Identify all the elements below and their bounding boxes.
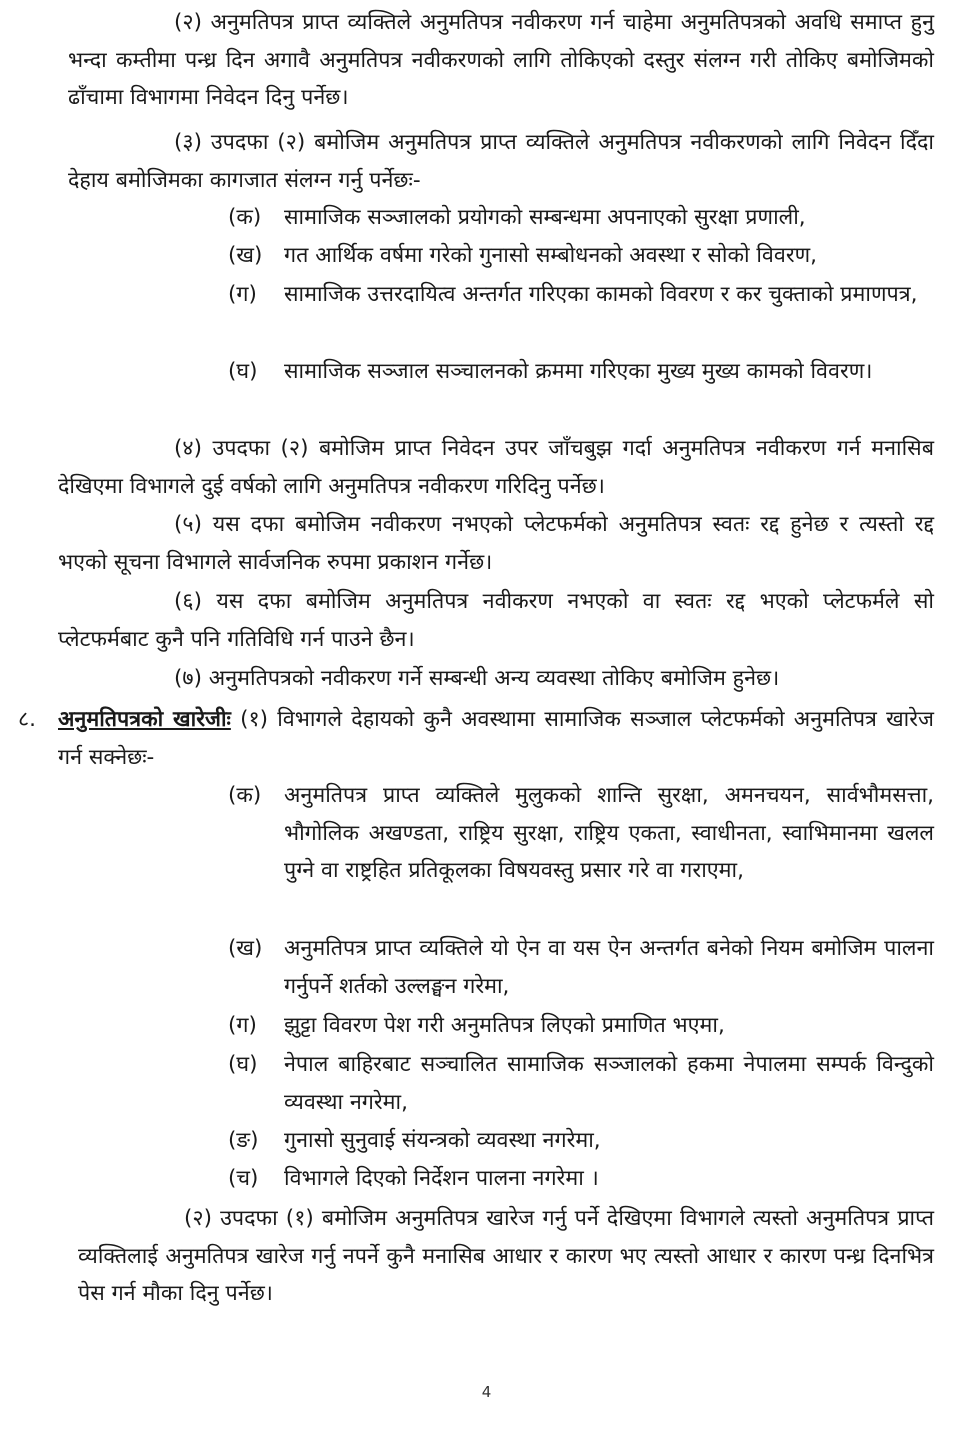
item-text: गुनासो सुनुवाई संयन्त्रको व्यवस्था नगरेमा, <box>284 1128 601 1153</box>
item-text: सामाजिक उत्तरदायित्व अन्तर्गत गरिएका कामको विवरण र कर चुक्ताको प्रमाणपत्र, <box>284 282 918 307</box>
section-heading: अनुमतिपत्रको खारेजीः <box>58 707 231 732</box>
section-8-intro <box>58 701 934 776</box>
item-label: (घ) <box>228 1052 258 1077</box>
item-text: झुट्टा विवरण पेश गरी अनुमतिपत्र लिएको प्रमाणित भएमा, <box>284 1013 725 1038</box>
para-7-7: (७) अनुमतिपत्रको नवीकरण गर्ने सम्बन्धी अन्य व्यवस्था तोकिए बमोजिम हुनेछ। <box>174 666 780 691</box>
item-label: (क) <box>228 783 262 808</box>
section-number: ८. <box>18 707 37 732</box>
item-text: गत आर्थिक वर्षमा गरेको गुनासो सम्बोधनको अवस्था र सोको विवरण, <box>284 243 818 268</box>
item-text: सामाजिक सञ्जाल सञ्चालनको क्रममा गरिएका मुख्य मुख्य कामको विवरण। <box>284 359 873 384</box>
item-label: (ग) <box>228 282 257 307</box>
item-text: विभागले दिएको निर्देशन पालना नगरेमा । <box>284 1166 599 1191</box>
item-text: सामाजिक सञ्जालको प्रयोगको सम्बन्धमा अपनाएको सुरक्षा प्रणाली, <box>284 205 806 230</box>
para-7-2: (२) अनुमतिपत्र प्राप्त व्यक्तिले अनुमतिपत्र नवीकरण गर्न चाहेमा अनुमतिपत्रको अवधि समाप्त हुनु भन्दा कम्तीमा पन्ध्र दिन अगावै अनुमतिपत्र नवीकरणको लागि तोकिएको दस्तुर संलग्न गरी तोकिए बमोजिमको ढाँचामा विभागमा निवेदन दिनु पर्नेछ। <box>68 10 934 110</box>
item-label: (क) <box>228 205 262 230</box>
para-7-4: (४) उपदफा (२) बमोजिम प्राप्त निवेदन उपर जाँचबुझ गर्दा अनुमतिपत्र नवीकरण गर्न मनासिब देखिएमा विभागले दुई वर्षको लागि अनुमतिपत्र नवीकरण गरिदिनु पर्नेछ। <box>58 436 934 499</box>
item-label: (ङ) <box>228 1128 259 1153</box>
para-8-1: (१) विभागले देहायको कुनै अवस्थामा सामाजिक सञ्जाल प्लेटफर्मको अनुमतिपत्र खारेज गर्न सक्नेछः- <box>58 707 934 770</box>
para-7-5: (५) यस दफा बमोजिम नवीकरण नभएको प्लेटफर्मको अनुमतिपत्र स्वतः रद्द हुनेछ र त्यस्तो रद्द भएको सूचना विभागले सार्वजनिक रुपमा प्रकाशन गर्नेछ। <box>58 512 934 575</box>
item-text: नेपाल बाहिरबाट सञ्चालित सामाजिक सञ्जालको हकमा नेपालमा सम्पर्क विन्दुको व्यवस्था नगरेमा, <box>284 1052 934 1115</box>
para-7-3: (३) उपदफा (२) बमोजिम अनुमतिपत्र प्राप्त व्यक्तिले अनुमतिपत्र नवीकरणको लागि निवेदन दिँदा देहाय बमोजिमका कागजात संलग्न गर्नु पर्नेछः- <box>68 130 934 193</box>
para-7-6: (६) यस दफा बमोजिम अनुमतिपत्र नवीकरण नभएको वा स्वतः रद्द भएको प्लेटफर्मले सो प्लेटफर्मबाट कुनै पनि गतिविधि गर्न पाउने छैन। <box>58 589 934 652</box>
item-label: (च) <box>228 1166 259 1191</box>
item-label: (ग) <box>228 1013 257 1038</box>
item-text: अनुमतिपत्र प्राप्त व्यक्तिले मुलुकको शान्ति सुरक्षा, अमनचयन, सार्वभौमसत्ता, भौगोलिक अखण्डता, राष्ट्रिय सुरक्षा, राष्ट्रिय एकता, स्वाधीनता, स्वाभिमानमा खलल पुग्ने वा राष्ट्रहित प्रतिकूलका विषयवस्तु प्रसार गरे वा गराएमा, <box>284 783 934 883</box>
item-label: (घ) <box>228 359 258 384</box>
page-number: 4 <box>481 1383 492 1401</box>
item-label: (ख) <box>228 243 263 268</box>
para-8-2: (२) उपदफा (१) बमोजिम अनुमतिपत्र खारेज गर्नु पर्ने देखिएमा विभागले त्यस्तो अनुमतिपत्र प्राप्त व्यक्तिलाई अनुमतिपत्र खारेज गर्नु नपर्ने कुनै मनासिब आधार र कारण भए त्यस्तो आधार र कारण पन्ध्र दिनभित्र पेस गर्न मौका दिनु पर्नेछ। <box>78 1206 934 1306</box>
item-text: अनुमतिपत्र प्राप्त व्यक्तिले यो ऐन वा यस ऐन अन्तर्गत बनेको नियम बमोजिम पालना गर्नुपर्ने शर्तको उल्लङ्घन गरेमा, <box>284 936 934 999</box>
item-label: (ख) <box>228 936 263 961</box>
